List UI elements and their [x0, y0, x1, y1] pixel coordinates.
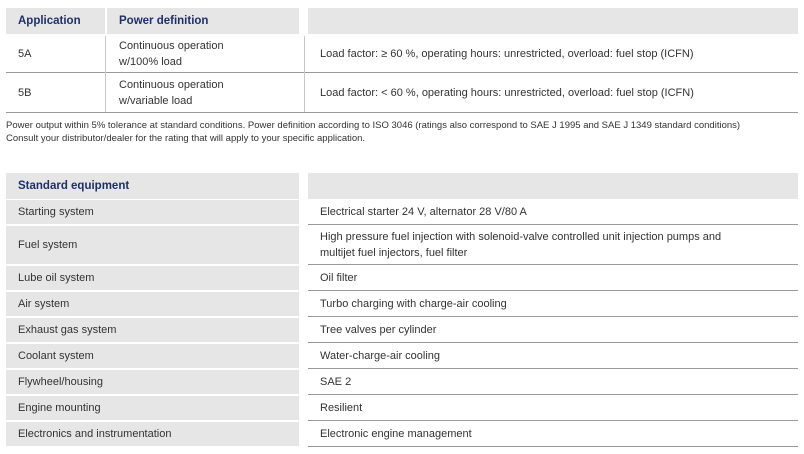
equipment-value: Oil filter [320, 272, 358, 284]
row-divider [6, 72, 798, 73]
equipment-label: Engine mounting [6, 396, 299, 420]
header-equipment-value [308, 173, 798, 199]
equipment-label: Fuel system [6, 226, 299, 264]
equipment-label: Flywheel/housing [6, 370, 299, 394]
table-row-5b-application: 5B [18, 87, 32, 99]
footnote-line-1: Power output within 5% tolerance at standard conditions. Power definition according to ISO 3046 (ratings also correspond to SAE J 1995 and SAE J 1349 standard conditions) [6, 120, 741, 131]
table-row-5a-details: Load factor: ≥ 60 %, operating hours: unrestricted, overload: fuel stop (ICFN) [320, 48, 694, 60]
row-divider [308, 368, 798, 369]
column-divider [105, 36, 106, 112]
equipment-label: Air system [6, 292, 299, 316]
equipment-label: Electronics and instrumentation [6, 422, 299, 446]
equipment-label: Coolant system [6, 344, 299, 368]
column-divider [304, 36, 305, 112]
table-row-5a-application: 5A [18, 48, 32, 60]
table-row-5b-definition [119, 74, 299, 112]
row-divider [308, 316, 798, 317]
equipment-label: Exhaust gas system [6, 318, 299, 342]
equipment-value: Tree valves per cylinder [320, 324, 437, 336]
row-divider [308, 264, 798, 265]
row-divider [308, 290, 798, 291]
row-divider [308, 446, 798, 447]
header-details [308, 8, 798, 34]
row-divider [308, 224, 798, 225]
row-divider [308, 420, 798, 421]
row-divider [6, 112, 798, 113]
definition-line-1: Continuous operation [119, 40, 224, 52]
equipment-label: Lube oil system [6, 266, 299, 290]
table-row-5a-definition [119, 36, 299, 72]
equipment-value: SAE 2 [320, 376, 352, 388]
equipment-value: Electronic engine management [320, 428, 472, 440]
equipment-value: Turbo charging with charge-air cooling [320, 298, 507, 310]
equipment-value [308, 226, 798, 264]
table-row-5b-details: Load factor: < 60 %, operating hours: unrestricted, overload: fuel stop (ICFN) [320, 87, 694, 99]
definition-line-2: w/variable load [119, 95, 193, 107]
value-line-1: High pressure fuel injection with solenoid-valve controlled unit injection pumps and [320, 231, 722, 243]
footnote-line-2: Consult your distributor/dealer for the rating that will apply to your specific application. [6, 133, 366, 144]
header-power-definition: Power definition [107, 8, 299, 34]
value-line-2: multijet fuel injectors, fuel filter [320, 247, 468, 259]
equipment-value: Water-charge-air cooling [320, 350, 441, 362]
row-divider [308, 394, 798, 395]
header-standard-equipment: Standard equipment [6, 173, 299, 199]
definition-line-1: Continuous operation [119, 79, 224, 91]
equipment-value: Resilient [320, 402, 363, 414]
header-application: Application [6, 8, 105, 34]
definition-line-2: w/100% load [119, 56, 182, 68]
equipment-value: Electrical starter 24 V, alternator 28 V/80 A [320, 206, 527, 218]
row-divider [308, 342, 798, 343]
equipment-label: Starting system [6, 200, 299, 224]
